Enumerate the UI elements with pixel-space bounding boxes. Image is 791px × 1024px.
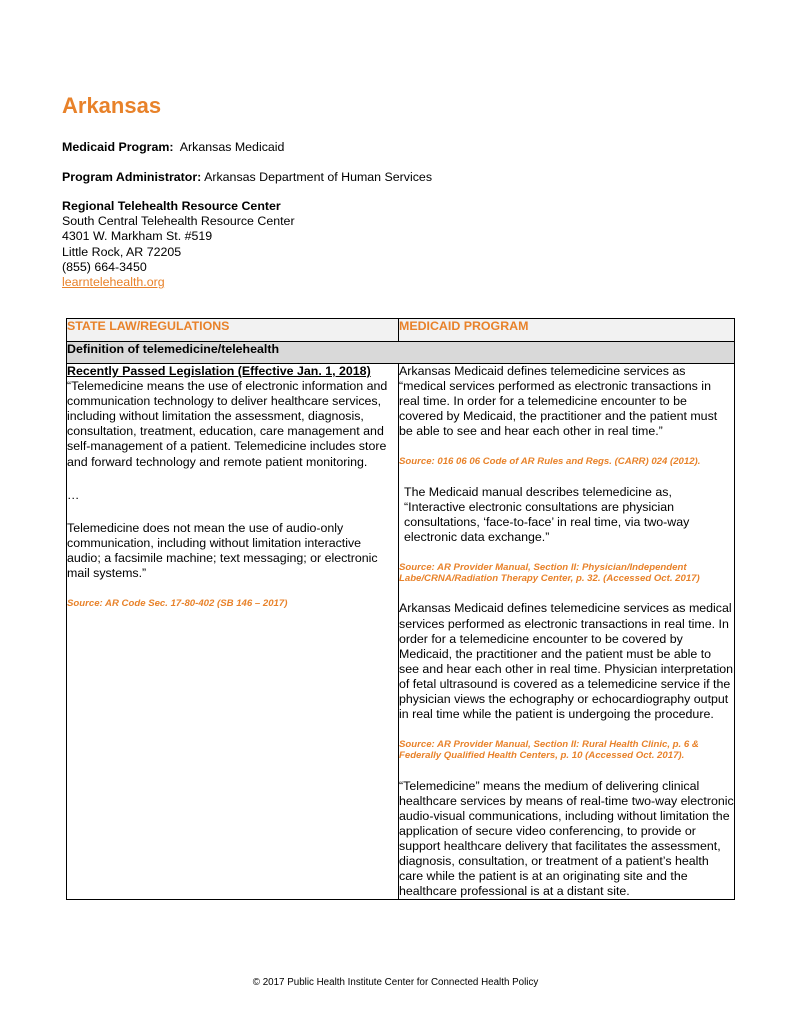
legislation-subheading: Recently Passed Legislation (Effective Jan. 1, 2018) — [67, 364, 371, 378]
state-law-cell — [67, 364, 399, 900]
state-law-quote-2: Telemedicine does not mean the use of audio-only communication, including without limitation interactive audio; a facsimile machine; text messaging; or electronic mail systems.” — [67, 520, 378, 581]
section-row — [67, 342, 735, 364]
state-law-source: Source: AR Code Sec. 17-80-402 (SB 146 – 2017) — [67, 598, 288, 610]
resource-center-heading: Regional Telehealth Resource Center — [62, 199, 281, 213]
state-law-quote-1: “Telemedicine means the use of electronic information and communication technology to deliver healthcare services, including without limitation the assessment, diagnosis, consultation, treatment, education, care management and self-management of a patient. Telemedicine includes store and forward technology and remote patient monitoring. — [67, 379, 388, 469]
section-title: Definition of telemedicine/telehealth — [67, 342, 735, 364]
header-medicaid-program: MEDICAID PROGRAM — [399, 319, 735, 342]
header-state-law: STATE LAW/REGULATIONS — [67, 319, 399, 342]
table-header-row — [67, 319, 735, 342]
medicaid-program-value: Arkansas Medicaid — [179, 140, 285, 154]
state-law-ellipsis: … — [67, 487, 80, 502]
medicaid-paragraph-3: Arkansas Medicaid defines telemedicine services as medical services performed as electronic transactions in real time. In order for a telemedicine encounter to be covered by Medicaid, the practitioner and the patient must be able to see and hear each other in real time. Physician interpretation of fetal ultrasound is covered as a telemedicine service if the physician views the echography or echocardiography output in real time while the patient is undergoing the procedure. — [399, 601, 734, 722]
resource-center-address-line2: Little Rock, AR 72205 — [62, 244, 182, 259]
medicaid-paragraph-4: “Telemedicine” means the medium of delivering clinical healthcare services by means of real-time two-way electronic audio-visual communications, including without limitation the application of secure video conferencing, to provide or support healthcare delivery that facilitates the assessment, diagnosis, consultation, or treatment of a patient’s health care while the patient is at an originating site and the healthcare professional is at a distant site. — [399, 778, 734, 899]
medicaid-cell — [399, 364, 735, 900]
medicaid-source-1: Source: 016 06 06 Code of AR Rules and Regs. (CARR) 024 (2012). — [399, 456, 701, 468]
medicaid-program-line — [62, 140, 284, 155]
medicaid-paragraph-1: Arkansas Medicaid defines telemedicine services as “medical services performed as electronic transactions in real time. In order for a telemedicine encounter to be covered by Medicaid, the practitioner and the patient must be able to see and hear each other in real time.” — [399, 364, 718, 439]
resource-center-link[interactable]: learntelehealth.org — [62, 275, 165, 290]
medicaid-source-3: Source: AR Provider Manual, Section II: Rural Health Clinic, p. 6 & Federally Qualified Health Centers, p. 10 (Accessed Oct. 2017). — [399, 739, 699, 762]
program-administrator-label: Program Administrator: — [62, 170, 202, 184]
program-administrator-line — [62, 170, 432, 185]
resource-center-phone: (855) 664-3450 — [62, 259, 147, 274]
medicaid-source-2: Source: AR Provider Manual, Section II: Physician/Independent Labe/CRNA/Radiation Therapy Center, p. 32. (Accessed Oct. 2017) — [399, 562, 700, 585]
page-title: Arkansas — [62, 93, 162, 118]
medicaid-program-label: Medicaid Program: — [62, 140, 174, 154]
content-row — [67, 364, 735, 900]
medicaid-paragraph-2: The Medicaid manual describes telemedicine as, “Interactive electronic consultations are physician consultations, ‘face-to-face’ in real time, via two-way electronic data exchange.” — [404, 484, 690, 544]
page-footer: © 2017 Public Health Institute Center for Connected Health Policy — [252, 977, 539, 988]
policy-table — [66, 318, 735, 900]
resource-center-address-line1: 4301 W. Markham St. #519 — [62, 229, 213, 244]
resource-center-block — [62, 199, 295, 290]
resource-center-name: South Central Telehealth Resource Center — [62, 214, 295, 229]
program-administrator-value: Arkansas Department of Human Services — [204, 170, 433, 184]
